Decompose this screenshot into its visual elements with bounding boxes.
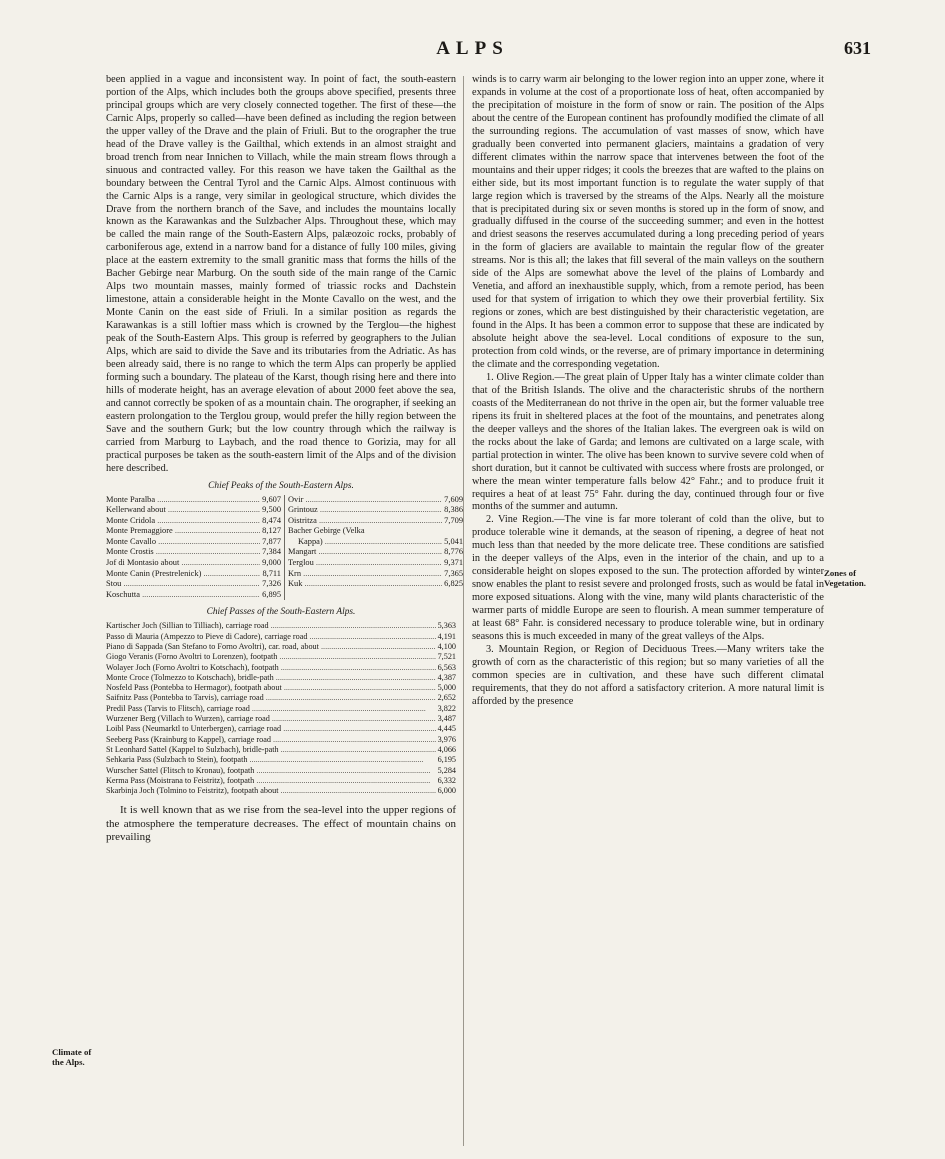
- peak-row: Grintouz ..... 8,386: [288, 505, 463, 516]
- peak-row: Krn ..... 7,365: [288, 569, 463, 580]
- peak-row: Oistritza ..... 7,709: [288, 516, 463, 527]
- page-number: 631: [844, 38, 871, 58]
- peak-row: Monte Canin (Prestrelenick) ..... 8,711: [106, 569, 281, 580]
- pass-row: Wurscher Sattel (Flitsch to Kronau), footpath ..... 5,284: [106, 766, 456, 776]
- pass-row: Kartischer Joch (Sillian to Tilliach), carriage road ..... 5,363: [106, 621, 456, 631]
- pass-row: Wurzener Berg (Villach to Wurzen), carriage road ..... 3,487: [106, 714, 456, 724]
- paragraph-south-eastern-alps: been applied in a vague and inconsistent way. In point of fact, the south-eastern portion of the Alps, which includes both the groups above specified, presents three principal groups which are very closely connected together. The first of these—the Carnic Alps, properly so called—have been defined as including the region between the upper valley of the Drave and the plain of Friuli. But to the orographer the true head of the Drave valley is the Gailthal, which extends in an almost straight and broad trench from near Innichen to Villach, while the main stream flows through a sinuous and contracted valley. For this reason we have taken the Gailthal as the boundary between the Central Tyrol and the Carnic Alps. Almost continuous with the Carnic Alps is a range, very similar in geological structure, which divides the Drave from the northern branch of the Save, and includes the mountains locally known as the Karawankas and the Sulzbacher Alps. Throughout these, which may be called the main range of the South-Eastern Alps, palæozoic rocks, probably of carboniferous age, extend in a narrow band for a distance of fully 100 miles, giving place at the eastern extremity to the small granitic mass that forms the hills of the Bacher Gebirge near Marburg. On the south side of the main range of the Carnic Alps two mountain masses, mainly formed of triassic rocks and Dachstein limestone, attain a considerable height in the Monte Cavallo on the west, and the Monte Canin on the east side of Friuli. In a similar position as regards the Karawankas is a still loftier mass which is crowned by the Terglou—the highest peak of the South-Eastern Alps. This group is referred by geographers to the Julian Alps, which are said to divide the Save and its tributaries from the Adriatic. As has been already said, there is no range to which the term Alps can properly be applied forming such a boundary. The plateau of the Karst, though rising here and there into hills of moderate height, has an average elevation of about 2000 feet above the sea, and cannot correctly be spoken of as a mountain chain. The orographer, if seeking an eastern prolongation to the Terglou group, would prefer the hilly region between the Save and the southern Gurk; but the low country through which the railway is carried from Marburg to Laybach, and the road thence to Gorizia, may for all practical purposes be taken as the south-eastern limit of the Alps and of the division here described.: [106, 74, 456, 474]
- passes-table-title: Chief Passes of the South-Eastern Alps.: [206, 607, 356, 618]
- peak-row: Ovir ..... 7,609: [288, 495, 463, 506]
- peak-row: Monte Premaggiore ..... 8,127: [106, 526, 281, 537]
- peak-row: Monte Paralba ..... 9,607: [106, 495, 281, 506]
- peak-row: Bacher Gebirge (Velka: [288, 526, 365, 536]
- peak-row: Mangart ..... 8,776: [288, 547, 463, 558]
- pass-row: Skarbinja Joch (Tolmino to Feistritz), footpath about ..... 6,000: [106, 786, 456, 796]
- paragraph-mountain-region: 3. Mountain Region, or Region of Deciduous Trees.—Many writers take the growth of corn as the characteristic of this region; but so many varieties of all the common species are in cultivation, and these have such different climatal requirements, that they do not afford a satisfactory criterion. A more natural limit is afforded by the presence: [472, 643, 824, 707]
- pass-row: Kerma Pass (Moistrana to Feistritz), footpath ..... 6,332: [106, 776, 456, 786]
- pass-row: Wolayer Joch (Forno Avoltri to Kotschach), footpath ..... 6,563: [106, 663, 456, 673]
- pass-row: Giogo Veranis (Forno Avoltri to Lorenzen), footpath ..... 7,521: [106, 652, 456, 662]
- pass-row: Loibl Pass (Neumarktl to Unterbergen), carriage road ..... 4,445: [106, 724, 456, 734]
- peak-row: Terglou ..... 9,371: [288, 558, 463, 569]
- pass-row: Saifnitz Pass (Pontebba to Tarvis), carriage road ..... 2,652: [106, 693, 456, 703]
- peaks-right-list: [285, 495, 463, 601]
- right-column: [472, 74, 824, 709]
- peaks-table-title: Chief Peaks of the South-Eastern Alps.: [208, 480, 354, 491]
- pass-row: Sehkaria Pass (Sulzbach to Stein), footpath ..... 6,195: [106, 755, 456, 765]
- pass-row: Nosfeld Pass (Pontebba to Hermagor), footpath about ..... 5,000: [106, 683, 456, 693]
- peak-row: Koschutta ..... 6,895: [106, 590, 281, 601]
- pass-row: Passo di Mauria (Ampezzo to Pieve di Cadore), carriage road ..... 4,191: [106, 632, 456, 642]
- pass-row: St Leonhard Sattel (Kappel to Sulzbach), bridle-path ..... 4,066: [106, 745, 456, 755]
- peak-row: Kellerwand about ..... 9,500: [106, 505, 281, 516]
- peak-row: Monte Cridola ..... 8,474: [106, 516, 281, 527]
- column-divider: [463, 76, 464, 1146]
- margin-note-zones: Zones of Vegetation.: [824, 568, 866, 589]
- paragraph-olive-region: 1. Olive Region.—The great plain of Upper Italy has a winter climate colder than that of the British Islands. The olive and the characteristic shrubs of the northern coasts of the Mediterranean do not thrive in the open air, but the former valuable tree ripens its fruit in sheltered places at the foot of the mountains, and penetrates along the deeper valleys and the shores of the Italian lakes. The evergreen oak is wild on the rocks about the lake of Garda; and lemons are cultivated on a large scale, with partial protection in winter. The olive has been known to survive severe cold when of short duration, but it cannot be cultivated with success where frosts are prolonged, or where the mean winter temperature falls below 42° Fahr.; and to produce fruit it requires a heat of at least 75° Fahr. during the day, continued through four or five months of the summer and autumn.: [472, 371, 824, 513]
- margin-note-climate: Climate of the Alps.: [52, 1047, 92, 1068]
- paragraph-winds: winds is to carry warm air belonging to the lower region into an upper zone, where it expands in volume at the cost of a proportionate loss of heat, often accompanied by the precipitation of moisture in the form of snow or rain. The position of the Alps about the centre of the European continent has profoundly modified the climate of all the surrounding regions. The accumulation of vast masses of snow, which have gradually been converted into permanent glaciers, maintains a gradation of very different climates within the narrow space that intervenes between the foot of the mountains and their upper ridges; it cools the breezes that are wafted to the plains on either side, but its most important function is to regulate the water supply of that large region which is traversed by the streams of the Alps. Nearly all the moisture that is precipitated during six or seven months is stored up in the form of snow, and gradually diffused in the course of the succeeding summer; and even in the hottest and driest seasons the reserves accumulated during a long preceding period of years in the form of glaciers are available to maintain the regular flow of the greater streams. Nor is this all; the lakes that fill several of the main valleys on the southern side of the Alps are somewhat above the level of the plains of Lombardy and Venetia, and afford an inexhaustible supply, which, from a remote period, has been used for that system of irrigation to which they owe their proverbial fertility. Six regions or zones, which are best distinguished by their characteristic vegetation, are found in the Alps. It has been a common error to suppose that these are indicated by absolute height above the sea-level. Local conditions of exposure to the sun, protection from cold winds, or the reverse, are of primary importance in determining the climate and the corresponding vegetation.: [472, 74, 824, 370]
- pass-row: Predil Pass (Tarvis to Flitsch), carriage road ..... 3,822: [106, 704, 456, 714]
- passes-table: [106, 621, 456, 796]
- pass-row: Piano di Sappada (San Stefano to Forno Avoltri), car. road, about ..... 4,100: [106, 642, 456, 652]
- peak-row: Monte Crostis ..... 7,384: [106, 547, 281, 558]
- peaks-left-list: [106, 495, 285, 601]
- peak-row: Kappa) ..... 5,041: [288, 537, 463, 548]
- peak-row: Jof di Montasio about ..... 9,000: [106, 558, 281, 569]
- peak-row: Monte Cavallo ..... 7,877: [106, 537, 281, 548]
- paragraph-climate: It is well known that as we rise from the sea-level into the upper regions of the atmosphere the temperature decreases. The effect of mountain chains on prevailing: [106, 804, 456, 844]
- peak-row: Kuk ..... 6,825: [288, 579, 463, 590]
- pass-row: Seeberg Pass (Krainburg to Kappel), carriage road ..... 3,976: [106, 735, 456, 745]
- peak-row: Stou ..... 7,326: [106, 579, 281, 590]
- running-title: ALPS: [436, 38, 509, 59]
- pass-row: Monte Croce (Tolmezzo to Kotschach), bridle-path ..... 4,387: [106, 673, 456, 683]
- peaks-table: [106, 494, 463, 601]
- paragraph-vine-region: 2. Vine Region.—The vine is far more tolerant of cold than the olive, but to produce tolerable wine it demands, at the season of ripening, a degree of heat not much less than that needed by the more delicate tree. These conditions are satisfied in the deeper valleys of the Alps, even in the interior of the chain, and up to a considerable height on slopes exposed to the sun. The protection afforded by winter snow enables the plant to resist severe and prolonged frosts, such as would be fatal in more exposed situations. Along with the vine, many wild plants characteristic of the warmer parts of middle Europe are seen to flourish. A mean summer temperature of at least 68° Fahr. is considered necessary to produce tolerable wine, but in ordinary seasons this is much exceeded in many of the great valleys of the Alps.: [472, 514, 824, 642]
- left-column: [106, 74, 463, 845]
